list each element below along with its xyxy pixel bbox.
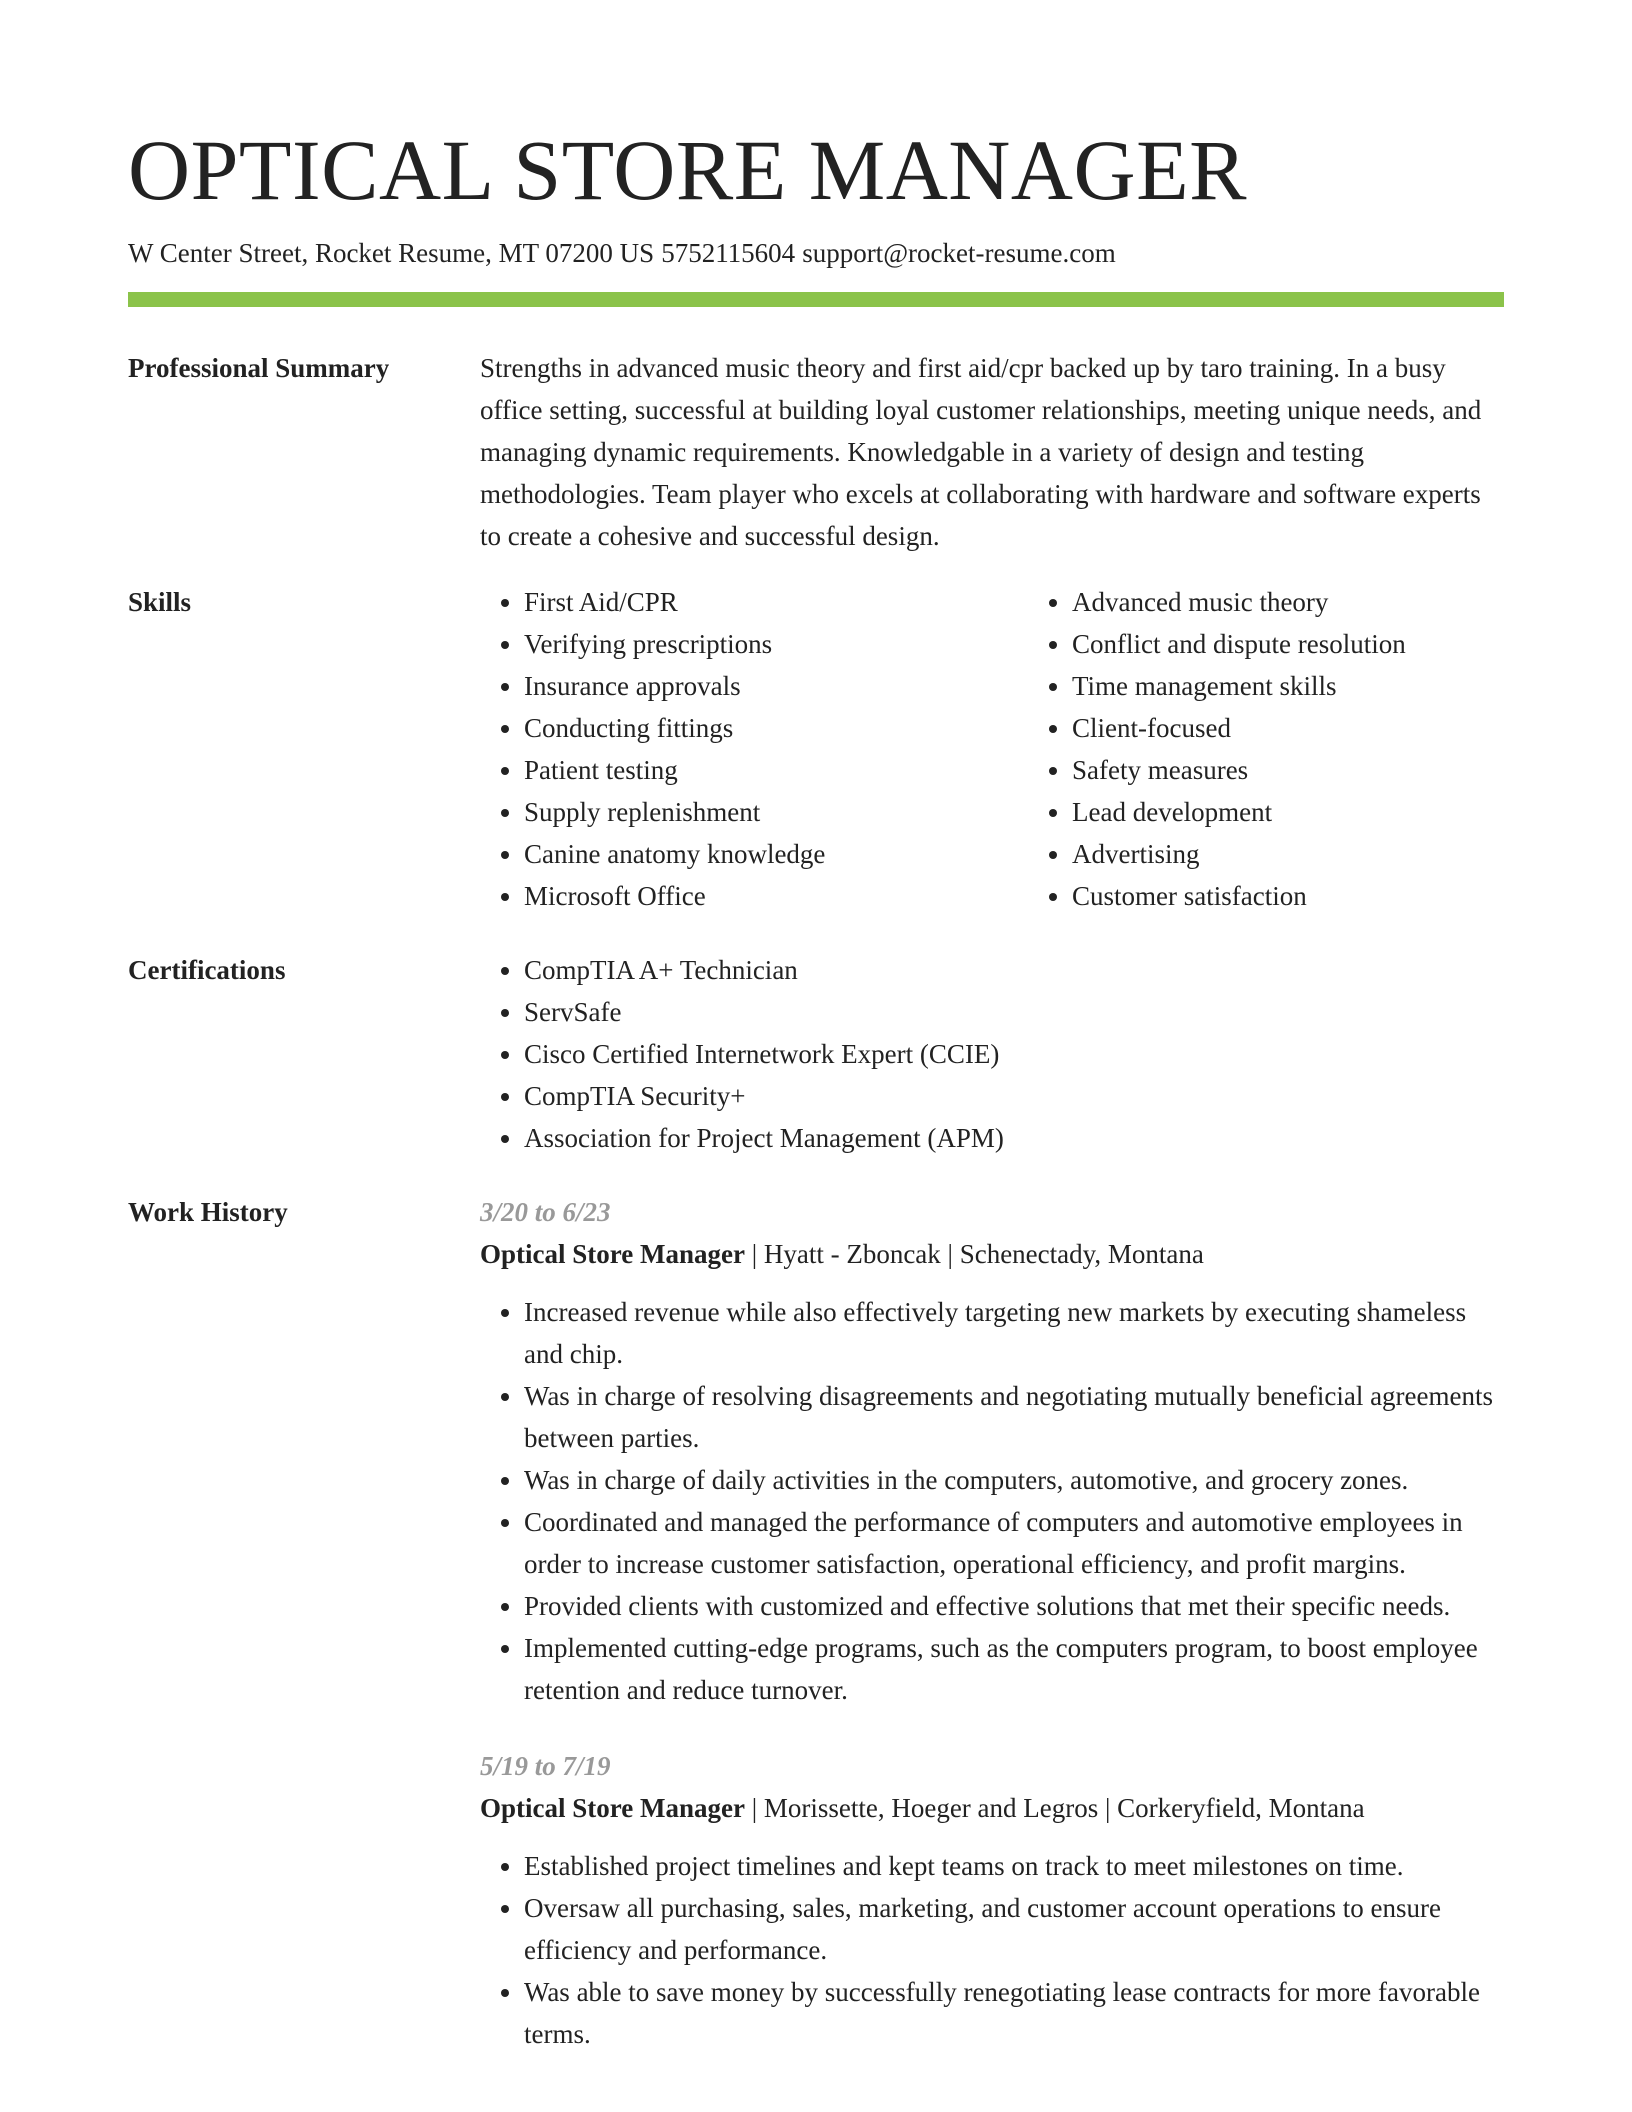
certification-item: • Cisco Certified Internetwork Expert (CCIE) <box>524 1033 1504 1075</box>
skills-list-right <box>1028 581 1504 917</box>
header-divider <box>128 292 1504 307</box>
job-bullet: • Established project timelines and kept teams on track to meet milestones on time. <box>524 1845 1504 1887</box>
certifications-list <box>480 949 1504 1159</box>
skill-item: • Supply replenishment <box>524 791 1028 833</box>
skill-item: • Conflict and dispute resolution <box>1072 623 1504 665</box>
job-bullet: • Was in charge of daily activities in the computers, automotive, and grocery zones. <box>524 1459 1504 1501</box>
skill-item: • Insurance approvals <box>524 665 1028 707</box>
address: W Center Street, Rocket Resume, MT 07200 US <box>128 238 655 268</box>
skill-item: • Client-focused <box>1072 707 1504 749</box>
skill-item: • Advanced music theory <box>1072 581 1504 623</box>
certification-item: • ServSafe <box>524 991 1504 1033</box>
job-header <box>480 1787 1504 1829</box>
work-history-heading: Work History <box>128 1197 288 1227</box>
certifications-heading: Certifications <box>128 955 286 985</box>
job-bullet: • Oversaw all purchasing, sales, marketing, and customer account operations to ensure efficiency and performance. <box>524 1887 1504 1971</box>
job-bullet: • Implemented cutting-edge programs, such as the computers program, to boost employee retention and reduce turnover. <box>524 1627 1504 1711</box>
job-bullet: • Provided clients with customized and effective solutions that met their specific needs. <box>524 1585 1504 1627</box>
certification-item: • Association for Project Management (APM) <box>524 1117 1504 1159</box>
skill-item: • Advertising <box>1072 833 1504 875</box>
skill-item: • First Aid/CPR <box>524 581 1028 623</box>
job-title: Optical Store Manager <box>480 1239 745 1269</box>
job-header <box>480 1233 1504 1275</box>
skill-item: • Verifying prescriptions <box>524 623 1028 665</box>
job-details: | Hyatt - Zboncak | Schenectady, Montana <box>744 1239 1204 1269</box>
skill-item: • Conducting fittings <box>524 707 1028 749</box>
job-dates: 5/19 to 7/19 <box>480 1751 611 1781</box>
job-bullets <box>480 1845 1504 2055</box>
certification-item: • CompTIA A+ Technician <box>524 949 1504 991</box>
job-bullet: • Coordinated and managed the performance of computers and automotive employees in order to increase customer satisfaction, operational efficiency, and profit margins. <box>524 1501 1504 1585</box>
job-entry <box>480 1745 1504 2055</box>
candidate-name: OPTICAL STORE MANAGER <box>128 122 1248 218</box>
summary-heading: Professional Summary <box>128 353 390 383</box>
skill-item: • Customer satisfaction <box>1072 875 1504 917</box>
job-dates: 3/20 to 6/23 <box>480 1197 611 1227</box>
skill-item: • Patient testing <box>524 749 1028 791</box>
skill-item: • Microsoft Office <box>524 875 1028 917</box>
job-bullet: • Increased revenue while also effectively targeting new markets by executing shameless and chip. <box>524 1291 1504 1375</box>
job-bullet: • Was in charge of resolving disagreements and negotiating mutually beneficial agreements between parties. <box>524 1375 1504 1459</box>
job-entry <box>480 1191 1504 1711</box>
phone: 5752115604 <box>661 238 796 268</box>
resume-page <box>128 0 1504 2055</box>
job-bullet: • Was able to save money by successfully renegotiating lease contracts for more favorable terms. <box>524 1971 1504 2055</box>
job-bullets <box>480 1291 1504 1711</box>
job-title: Optical Store Manager <box>480 1793 745 1823</box>
summary-text: Strengths in advanced music theory and first aid/cpr backed up by taro training. In a busy office setting, successful at building loyal customer relationships, meeting unique needs, and managing dynamic requirements. Knowledgable in a variety of design and testing methodologies. Team player who excels at collaborating with hardware and software experts to create a cohesive and successful design. <box>480 353 1482 551</box>
skill-item: • Canine anatomy knowledge <box>524 833 1028 875</box>
skill-item: • Safety measures <box>1072 749 1504 791</box>
email: support@rocket-resume.com <box>802 238 1116 268</box>
skill-item: • Time management skills <box>1072 665 1504 707</box>
skills-heading: Skills <box>128 587 192 617</box>
skill-item: • Lead development <box>1072 791 1504 833</box>
certification-item: • CompTIA Security+ <box>524 1075 1504 1117</box>
skills-section <box>128 581 1504 917</box>
certifications-section <box>128 949 1504 1159</box>
contact-line <box>128 236 1504 270</box>
work-history-section <box>128 1191 1504 2055</box>
summary-section <box>128 347 1504 557</box>
job-details: | Morissette, Hoeger and Legros | Corkeryfield, Montana <box>744 1793 1365 1823</box>
skills-list-left <box>480 581 1028 917</box>
